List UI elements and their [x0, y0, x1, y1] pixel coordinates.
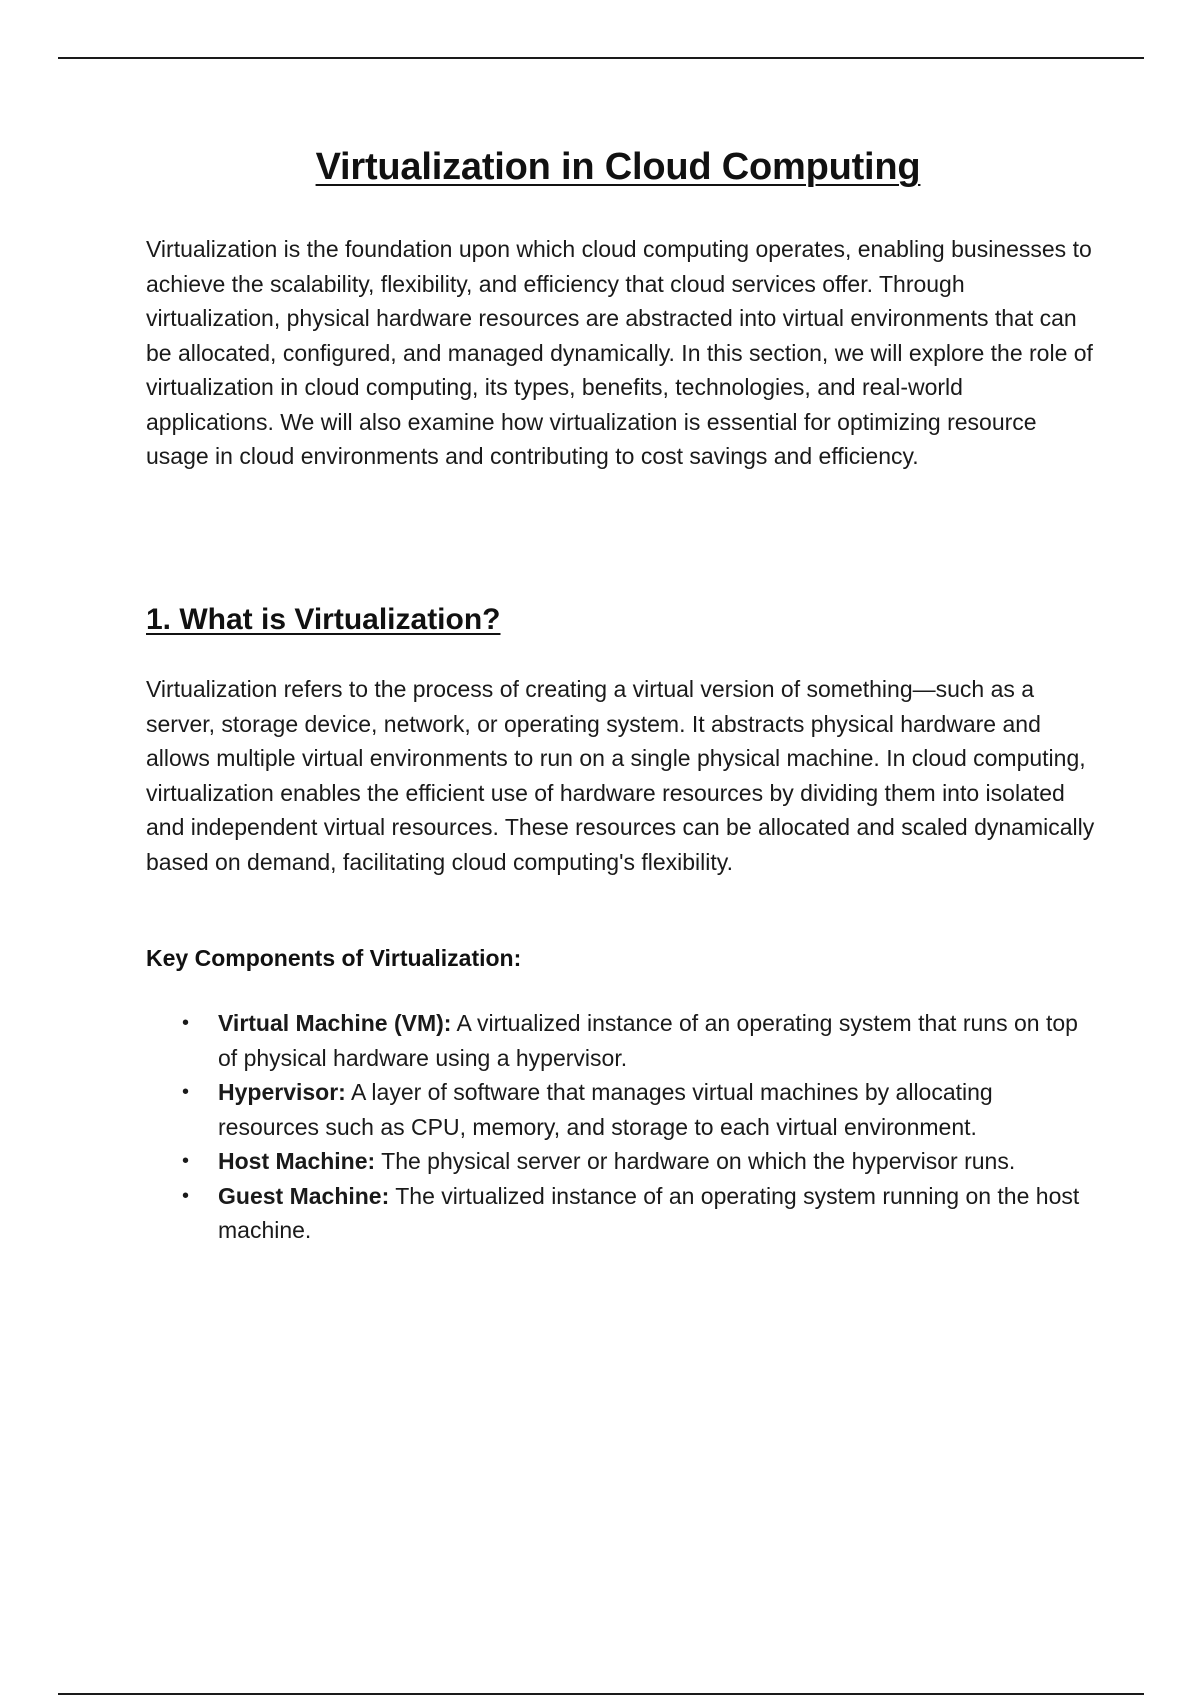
bullet-icon: •: [182, 1150, 190, 1172]
page-title: Virtualization in Cloud Computing: [315, 146, 921, 188]
bullet-icon: •: [182, 1081, 190, 1103]
bullet-icon: •: [182, 1184, 190, 1207]
component-term: Guest Machine:: [218, 1182, 390, 1209]
bullet-icon: •: [182, 1012, 190, 1034]
bottom-rule: [58, 1693, 1144, 1695]
component-term: Host Machine:: [218, 1148, 376, 1174]
top-rule: [58, 57, 1144, 59]
intro-paragraph: Virtualization is the foundation upon which cloud computing operates, enabling businesses to achieve the scalability, flexibility, and efficiency that cloud services offer. Through virtualization, physical hardware resources are abstracted into virtual environments that can be allocated, configured, and managed dynamically. In this section, we will explore the role of virtualization in cloud computing, its types, benefits, technologies, and real-world applications. We will also examine how virtualization is essential for optimizing resource usage in cloud environments and contributing to cost savings and efficiency.: [146, 236, 1093, 469]
section-paragraph: Virtualization refers to the process of creating a virtual version of something—such as a server, storage device, network, or operating system. It abstracts physical hardware and allows multiple virtual environments to run on a single physical machine. In cloud computing, virtualization enables the efficient use of hardware resources by dividing them into isolated and independent virtual resources. These resources can be allocated and scaled dynamically based on demand, facilitating cloud computing's flexibility.: [146, 676, 1095, 875]
component-description: A layer of software that manages virtual machines by allocating resources such as CPU, memory, and storage to each virtual environment.: [218, 1079, 993, 1140]
list-item: [146, 1179, 1096, 1248]
component-term: Virtual Machine (VM):: [218, 1010, 452, 1036]
component-description: A virtualized instance of an operating system that runs on top of physical hardware using a hypervisor.: [218, 1010, 1078, 1071]
component-description: The physical server or hardware on which the hypervisor runs.: [375, 1148, 1016, 1174]
component-term: Hypervisor:: [218, 1079, 346, 1105]
key-components-heading: Key Components of Virtualization:: [146, 945, 522, 971]
key-components-list: [146, 1006, 1096, 1248]
component-description: The virtualized instance of an operating system running on the host machine.: [218, 1182, 1080, 1243]
list-item: [146, 1144, 1096, 1179]
list-item: [146, 1006, 1096, 1075]
section-heading: 1. What is Virtualization?: [146, 603, 501, 636]
list-item: [146, 1075, 1096, 1144]
